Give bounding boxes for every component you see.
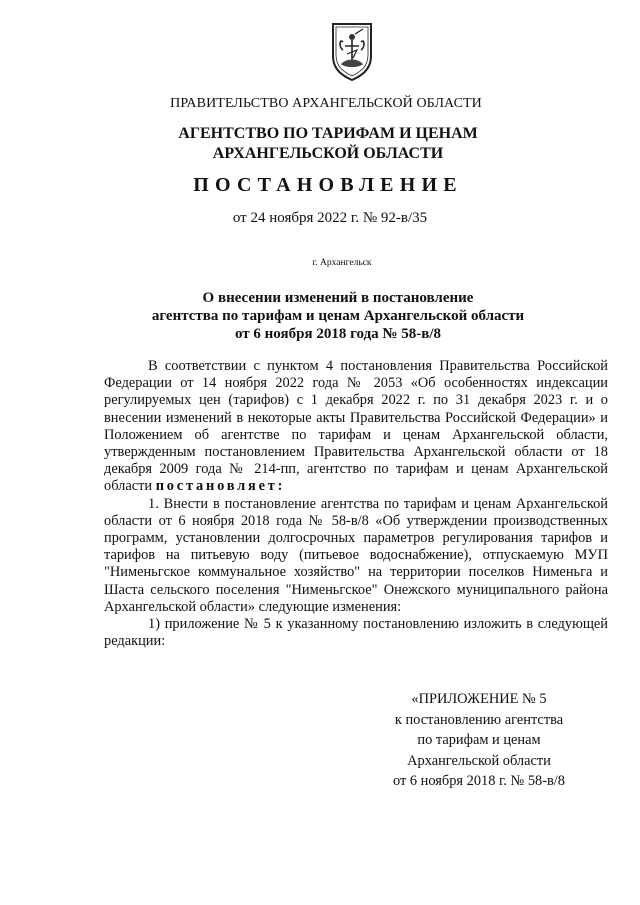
annex-line2: к постановлению агентства <box>394 711 564 728</box>
agency-name <box>8 124 640 164</box>
preamble-paragraph <box>104 358 608 496</box>
document-city: г. Архангельск <box>312 258 372 268</box>
resolves-word: постановляет: <box>155 478 286 495</box>
agency-name-line1: АГЕНТСТВО ПО ТАРИФАМ И ЦЕНАМ <box>178 125 478 142</box>
subject-line1: О внесении изменений в постановление <box>202 290 474 306</box>
agency-name-line2: АРХАНГЕЛЬСКОЙ ОБЛАСТИ <box>212 145 444 162</box>
item-1-paragraph: 1. Внести в постановление агентства по тарифам и ценам Архангельской области от 6 ноября 2018 года № 58-в/8 «Об утверждении производственных программ, установлении долгосрочных параметров регулирования тарифов и тарифов на питьевую воду (питьевое водоснабжение), отпускаемую МУП "Нименьгское коммунальное хозяйство" на территории поселков Нименьга и Шаста сельского поселения "Нименьгское" Онежского муниципального района Архангельской области» следующие изменения: <box>104 495 608 615</box>
annex-line1: «ПРИЛОЖЕНИЕ № 5 <box>411 691 547 707</box>
subject-line2: агентства по тарифам и ценам Архангельской области <box>151 308 525 324</box>
government-name: ПРАВИТЕЛЬСТВО АРХАНГЕЛЬСКОЙ ОБЛАСТИ <box>170 96 482 111</box>
subitem-1-paragraph: 1) приложение № 5 к указанному постановлению изложить в следующей редакции: <box>104 616 608 650</box>
preamble-text: В соответствии с пунктом 4 постановления Правительства Российской Федерации от 14 ноября 2022 года № 2053 «Об особенностях индексации регулируемых цен (тарифов) с 1 декабря 2022 г. по 31 декабря 2023 г. и о внесении изменений в некоторые акты Правительства Российской Федерации» и Положением об агентстве по тарифам и ценам Архангельской области, утвержденным постановлением Правительства Архангельской области от 18 декабря 2009 года № 214-пп, агентство по тарифам и ценам Архангельской области <box>104 358 608 495</box>
annex-line3: по тарифам и ценам <box>417 732 541 748</box>
annex-line4: Архангельской области <box>407 752 551 769</box>
coat-of-arms-icon <box>329 20 375 82</box>
document-date-number: от 24 ноября 2022 г. № 92-в/35 <box>232 210 428 226</box>
annex-header <box>376 689 582 792</box>
document-subject <box>18 289 640 343</box>
subject-line3: от 6 ноября 2018 года № 58-в/8 <box>234 326 442 342</box>
document-body <box>104 358 608 650</box>
annex-line5: от 6 ноября 2018 г. № 58-в/8 <box>392 773 565 789</box>
document-type-title: ПОСТАНОВЛЕНИЕ <box>193 174 463 196</box>
